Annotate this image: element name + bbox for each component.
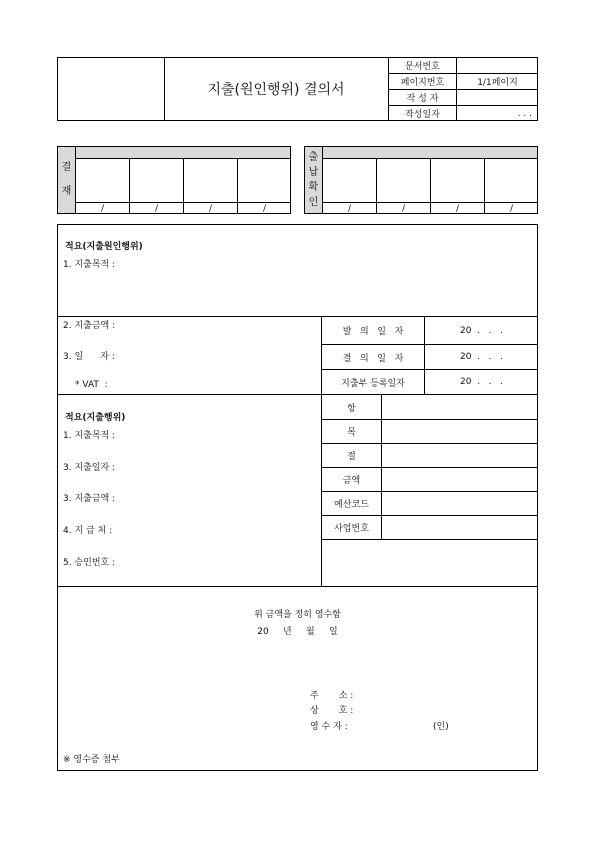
approval-right-slash-4: / [509, 203, 514, 214]
expense-date-label: 3. 지출일자 : [63, 463, 116, 473]
approval-right-slash-3: / [455, 203, 460, 214]
field-jeol: 절 [347, 452, 356, 462]
cause-amount-label: 2. 지출금액 : [63, 321, 116, 331]
date-value: . . . [517, 108, 532, 119]
resolution-date-label: 결 의 일 자 [342, 353, 404, 364]
resolution-date-value: 20 . . . [460, 352, 503, 362]
field-hang: 항 [347, 403, 356, 414]
receipt-company-label: 상 호 : [310, 706, 354, 716]
approval-right-slash-1: / [347, 203, 352, 214]
page-no-value: 1/1페이지 [477, 78, 518, 88]
receipt-date: 20 년 월 일 [257, 626, 338, 637]
field-budget-code: 예산코드 [334, 500, 369, 510]
doc-no-value [457, 58, 538, 73]
approval-left-label [58, 147, 75, 213]
cause-vat-label: * VAT : [75, 380, 108, 390]
field-business-no: 사업번호 [334, 524, 369, 534]
approval-right-label [305, 147, 322, 213]
registration-date-value: 20 . . . [460, 377, 503, 387]
approval-left-slash-2: / [154, 203, 159, 214]
expense-approval-no-label: 5. 승인번호 : [63, 558, 116, 568]
receipt-receiver-label: 영 수 자 : [310, 722, 348, 732]
expense-payee-label: 4. 지 급 처 : [63, 526, 113, 536]
receipt-seal: (인) [433, 722, 449, 732]
registration-date-label: 지출부 등록일자 [341, 378, 405, 389]
cause-date-label: 3. 일 자 : [63, 352, 115, 362]
cause-purpose-label: 1. 지출목적 : [63, 260, 116, 270]
proposal-date-value: 20 . . . [460, 325, 503, 336]
author-label: 작 성 자 [406, 94, 439, 104]
approval-right-slash-2: / [401, 203, 406, 214]
document-title: 지출(원인행위) 결의서 [207, 82, 345, 98]
proposal-date-label: 발 의 일 자 [342, 327, 404, 337]
receipt-address-label: 주 소 : [310, 691, 354, 701]
field-mok: 목 [347, 428, 356, 438]
approval-left-slash-1: / [100, 203, 105, 214]
expense-amount-label: 3. 지출금액 : [63, 494, 116, 504]
approval-left-label-text: 결 재 [61, 162, 72, 197]
approval-right-label-text: 출 납 확 인 [308, 152, 319, 208]
page-no-label: 페이지번호 [400, 78, 445, 88]
expense-section-title: 적요(지출행위) [65, 413, 126, 423]
doc-no-label: 문서번호 [405, 62, 440, 72]
receipt-note: ※ 영수증 첨부 [63, 755, 120, 765]
field-amount: 금액 [342, 476, 361, 486]
author-value [457, 90, 538, 105]
approval-left-slash-3: / [208, 203, 213, 214]
main-form-box [57, 224, 538, 771]
approval-left-slash-4: / [262, 203, 267, 214]
receipt-statement: 위 금액을 정히 영수함 [254, 609, 341, 620]
expense-purpose-label: 1. 지출목적 : [63, 431, 116, 441]
cause-section-title: 적요(지출원인행위) [65, 242, 143, 252]
date-label: 작성일자 [405, 110, 440, 120]
